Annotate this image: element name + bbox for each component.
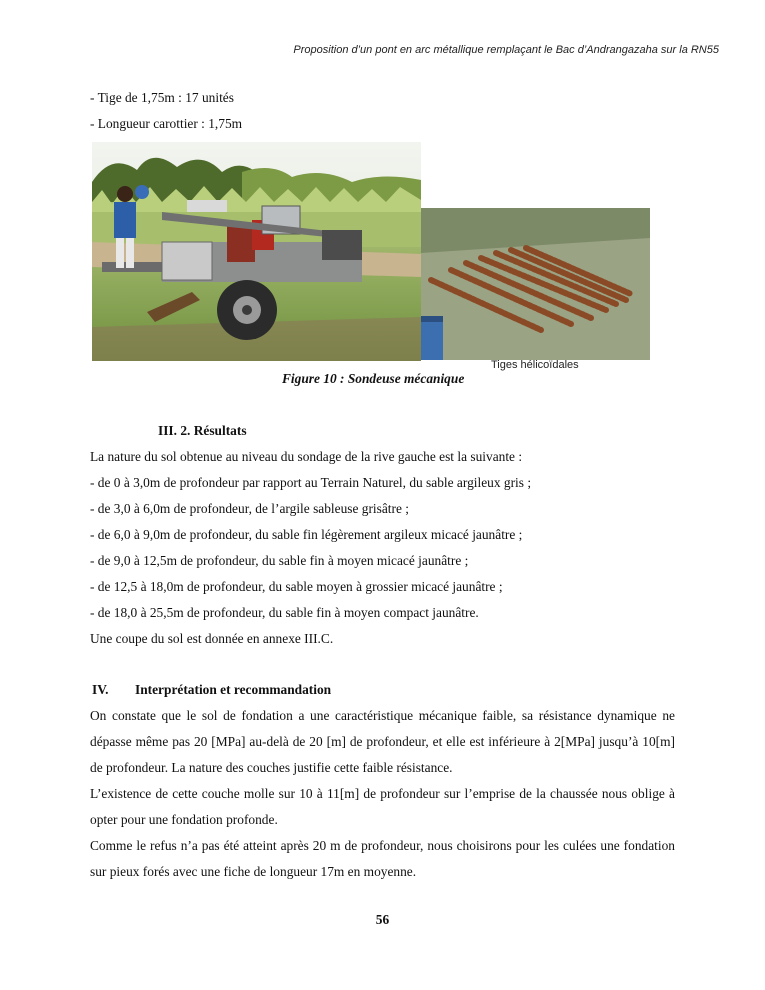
- helical-rods-photo: [421, 208, 650, 360]
- soil-layer-item: - de 18,0 à 25,5m de profondeur, du sable fin à moyen compact jaunâtre.: [90, 605, 479, 620]
- soil-layer-item: - de 9,0 à 12,5m de profondeur, du sable fin à moyen micacé jaunâtre ;: [90, 553, 469, 568]
- drilling-machine-photo: [92, 142, 421, 361]
- results-heading: III. 2. Résultats: [158, 423, 247, 438]
- interpretation-number: IV.: [92, 682, 109, 697]
- running-header: Proposition d’un pont en arc métallique remplaçant le Bac d’Andrangazaha sur la RN55: [293, 44, 719, 56]
- interpretation-paragraph-2: L’existence de cette couche molle sur 10 à 11[m] de profondeur sur l’emprise de la chaussée nous oblige à opter pour une fondation profonde.: [90, 786, 675, 827]
- helical-rods-caption: Tiges hélicoïdales: [491, 359, 579, 371]
- soil-layer-item: - de 12,5 à 18,0m de profondeur, du sable moyen à grossier micacé jaunâtre ;: [90, 579, 503, 594]
- interpretation-paragraph-1: On constate que le sol de fondation a une caractéristique mécanique faible, sa résistance dynamique ne dépasse même pas 20 [MPa] au-delà de 20 [m] de profondeur, et elle est inférieure à 2[MPa] jusqu’à 10[m] de profondeur. La nature des couches justifie cette faible résistance.: [90, 708, 675, 775]
- soil-layer-item: - de 0 à 3,0m de profondeur par rapport au Terrain Naturel, du sable argileux gris ;: [90, 475, 532, 490]
- soil-layer-item: - de 3,0 à 6,0m de profondeur, de l’argile sableuse grisâtre ;: [90, 501, 409, 516]
- spec-line-core: - Longueur carottier : 1,75m: [90, 116, 243, 131]
- interpretation-paragraph-3: Comme le refus n’a pas été atteint après 20 m de profondeur, nous choisirons pour les culées une fondation sur pieux forés avec une fiche de longueur 17m en moyenne.: [90, 838, 675, 879]
- soil-layer-item: - de 6,0 à 9,0m de profondeur, du sable fin légèrement argileux micacé jaunâtre ;: [90, 527, 523, 542]
- spec-line-rod: - Tige de 1,75m : 17 unités: [90, 90, 234, 105]
- results-intro: La nature du sol obtenue au niveau du sondage de la rive gauche est la suivante :: [90, 449, 523, 464]
- annex-note: Une coupe du sol est donnée en annexe III.C.: [90, 631, 334, 646]
- page-number: 56: [375, 912, 390, 927]
- figure-caption: Figure 10 : Sondeuse mécanique: [282, 371, 465, 386]
- interpretation-heading: Interprétation et recommandation: [135, 682, 332, 697]
